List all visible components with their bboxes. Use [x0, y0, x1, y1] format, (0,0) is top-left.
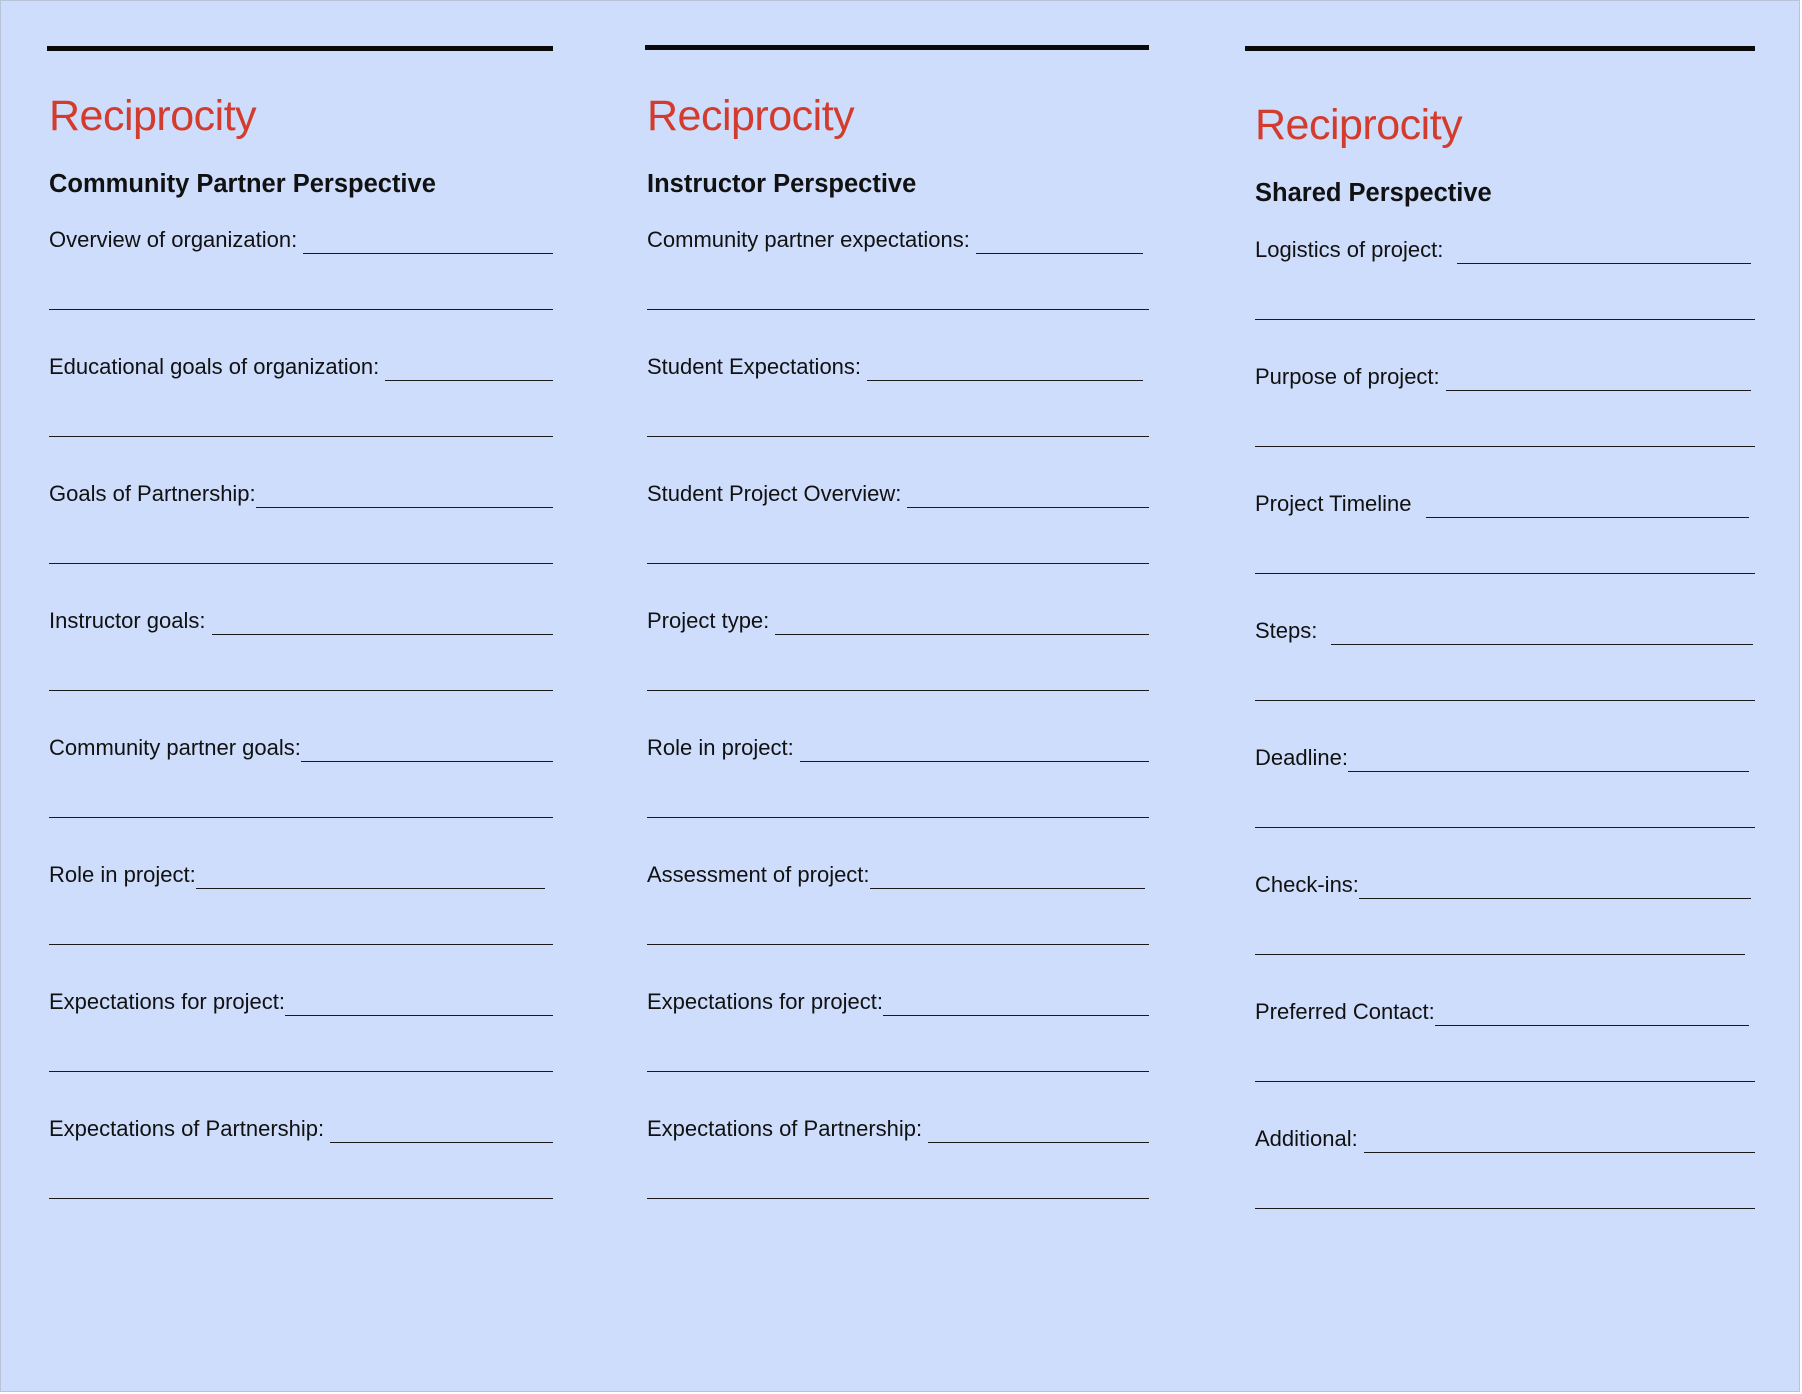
field-label: Instructor goals: [49, 608, 206, 633]
fill-in-line[interactable] [1359, 872, 1751, 899]
fill-in-line-continuation[interactable] [49, 817, 553, 818]
field-list [1255, 234, 1755, 1250]
field-label: Expectations of Partnership: [647, 1116, 923, 1141]
form-field [647, 605, 1149, 732]
form-field [1255, 996, 1755, 1123]
column-top-rule [47, 46, 553, 51]
fill-in-line-continuation[interactable] [647, 436, 1149, 437]
fill-in-line[interactable] [928, 1116, 1149, 1143]
fill-in-line-continuation[interactable] [1255, 446, 1755, 447]
fill-in-line[interactable] [330, 1116, 553, 1143]
field-label: Student Project Overview: [647, 481, 902, 506]
column-title: Reciprocity [647, 92, 855, 140]
fill-in-line-continuation[interactable] [1255, 827, 1755, 828]
fill-in-line[interactable] [285, 989, 553, 1016]
fill-in-line[interactable] [301, 735, 553, 762]
field-list [647, 224, 1149, 1240]
fill-in-line[interactable] [1364, 1126, 1755, 1153]
column-subtitle: Community Partner Perspective [49, 170, 436, 198]
field-label: Project Timeline [1255, 491, 1412, 516]
fill-in-line-continuation[interactable] [647, 690, 1149, 691]
fill-in-line[interactable] [1446, 364, 1751, 391]
field-label: Role in project: [49, 862, 196, 887]
fill-in-line[interactable] [867, 354, 1143, 381]
fill-in-line[interactable] [1348, 745, 1749, 772]
field-label: Community partner expectations: [647, 227, 970, 252]
column-top-rule [1245, 46, 1755, 51]
form-field [647, 986, 1149, 1113]
fill-in-line-continuation[interactable] [1255, 700, 1755, 701]
field-label: Expectations for project: [49, 989, 286, 1014]
fill-in-line-continuation[interactable] [647, 817, 1149, 818]
field-label: Project type: [647, 608, 770, 633]
fill-in-line[interactable] [775, 608, 1149, 635]
fill-in-line[interactable] [385, 354, 553, 381]
fill-in-line-continuation[interactable] [647, 563, 1149, 564]
field-label: Steps: [1255, 618, 1318, 643]
fill-in-line-continuation[interactable] [49, 563, 553, 564]
field-label: Expectations for project: [647, 989, 884, 1014]
form-field [49, 986, 553, 1113]
fill-in-line-continuation[interactable] [49, 436, 553, 437]
fill-in-line-continuation[interactable] [1255, 954, 1745, 955]
form-field [1255, 869, 1755, 996]
fill-in-line-continuation[interactable] [647, 944, 1149, 945]
fill-in-line[interactable] [870, 862, 1145, 889]
fill-in-line[interactable] [212, 608, 553, 635]
fill-in-line[interactable] [883, 989, 1149, 1016]
form-field [1255, 488, 1755, 615]
fill-in-line[interactable] [196, 862, 545, 889]
field-label: Goals of Partnership: [49, 481, 256, 506]
field-label: Educational goals of organization: [49, 354, 380, 379]
fill-in-line-continuation[interactable] [49, 1071, 553, 1072]
fill-in-line-continuation[interactable] [1255, 1081, 1755, 1082]
fill-in-line[interactable] [800, 735, 1149, 762]
field-label: Preferred Contact: [1255, 999, 1435, 1024]
form-field [1255, 1123, 1755, 1250]
form-field [49, 351, 553, 478]
form-field [49, 605, 553, 732]
fill-in-line-continuation[interactable] [49, 944, 553, 945]
column-title: Reciprocity [49, 92, 257, 140]
field-label: Overview of organization: [49, 227, 298, 252]
field-label: Assessment of project: [647, 862, 870, 887]
field-list [49, 224, 553, 1240]
field-label: Logistics of project: [1255, 237, 1444, 262]
column-subtitle: Shared Perspective [1255, 179, 1492, 207]
form-field [1255, 234, 1755, 361]
field-label: Expectations of Partnership: [49, 1116, 325, 1141]
form-field [49, 1113, 553, 1240]
form-field [1255, 361, 1755, 488]
field-label: Deadline: [1255, 745, 1348, 770]
fill-in-line[interactable] [976, 227, 1143, 254]
fill-in-line[interactable] [907, 481, 1149, 508]
form-field [49, 478, 553, 605]
form-field [49, 224, 553, 351]
form-field [647, 224, 1149, 351]
fill-in-line-continuation[interactable] [1255, 319, 1755, 320]
field-label: Purpose of project: [1255, 364, 1440, 389]
fill-in-line[interactable] [1457, 237, 1751, 264]
column-subtitle: Instructor Perspective [647, 170, 917, 198]
fill-in-line-continuation[interactable] [647, 309, 1149, 310]
fill-in-line-continuation[interactable] [1255, 573, 1755, 574]
field-label: Student Expectations: [647, 354, 862, 379]
fill-in-line-continuation[interactable] [49, 1198, 553, 1199]
field-label: Community partner goals: [49, 735, 301, 760]
fill-in-line-continuation[interactable] [647, 1198, 1149, 1199]
form-field [1255, 615, 1755, 742]
form-field [49, 859, 553, 986]
column-top-rule [645, 45, 1149, 50]
fill-in-line[interactable] [256, 481, 553, 508]
fill-in-line-continuation[interactable] [49, 690, 553, 691]
fill-in-line[interactable] [303, 227, 553, 254]
form-field [49, 732, 553, 859]
form-field [647, 478, 1149, 605]
field-label: Role in project: [647, 735, 794, 760]
form-field [647, 732, 1149, 859]
fill-in-line-continuation[interactable] [1255, 1208, 1755, 1209]
form-field [647, 859, 1149, 986]
field-label: Check-ins: [1255, 872, 1359, 897]
column-title: Reciprocity [1255, 101, 1463, 149]
fill-in-line[interactable] [1426, 491, 1749, 518]
form-field [1255, 742, 1755, 869]
fill-in-line-continuation[interactable] [49, 309, 553, 310]
fill-in-line[interactable] [1331, 618, 1753, 645]
form-field [647, 1113, 1149, 1240]
fill-in-line[interactable] [1435, 999, 1749, 1026]
field-label: Additional: [1255, 1126, 1358, 1151]
form-field [647, 351, 1149, 478]
fill-in-line-continuation[interactable] [647, 1071, 1149, 1072]
